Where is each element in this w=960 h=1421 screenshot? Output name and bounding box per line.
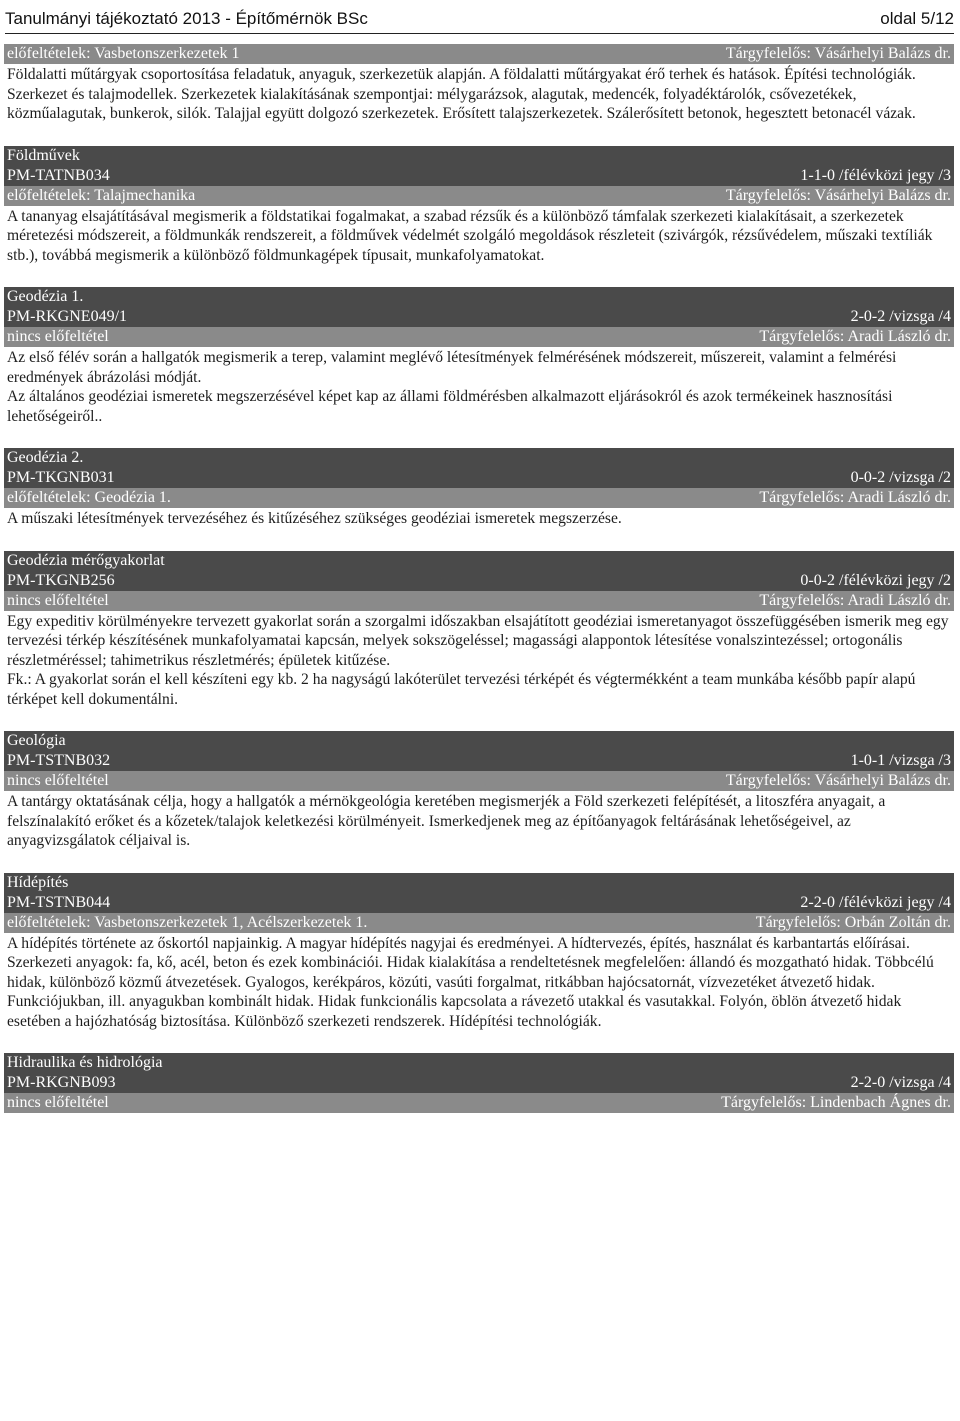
description-paragraph: Egy expeditiv körülményekre tervezett gyakorlat során a szorgalmi időszakban elsajátított geodéziai ismeretanyagot összefüggésében ismerik meg egy tervezési térkép készítésének munkafolyamatai kapcsán, melyek sokszögeléssel; magassági alappontok létesítése vonalszintezéssel; ortogonális részletméréssel; tahimetrikus részletmérés; épületek kitűzése. bbox=[7, 612, 949, 669]
course-title-bar bbox=[4, 448, 954, 468]
course-meta-bar bbox=[4, 44, 954, 64]
course-title: Hídépítés bbox=[7, 873, 69, 891]
course-responsible: Tárgyfelelős: Aradi László dr. bbox=[759, 489, 951, 506]
course-title-bar bbox=[4, 146, 954, 166]
document-title: Tanulmányi tájékoztató 2013 - Építőmérnök BSc bbox=[5, 9, 368, 28]
course-code-bar bbox=[4, 893, 954, 913]
course-geodezia-2 bbox=[4, 448, 954, 529]
course-list bbox=[4, 44, 954, 1113]
course-continued bbox=[4, 44, 954, 124]
course-geologia bbox=[4, 731, 954, 851]
course-code: PM-TSTNB032 bbox=[7, 752, 111, 769]
course-description bbox=[4, 64, 954, 124]
course-code: PM-TKGNB031 bbox=[7, 469, 115, 486]
course-code: PM-RKGNE049/1 bbox=[7, 308, 128, 325]
course-responsible: Tárgyfelelős: Aradi László dr. bbox=[759, 328, 951, 345]
course-hidraulika bbox=[4, 1053, 954, 1113]
course-responsible: Tárgyfelelős: Vásárhelyi Balázs dr. bbox=[725, 772, 951, 789]
description-paragraph: A tantárgy oktatásának célja, hogy a hallgatók a mérnökgeológia keretében megismerjék a Föld szerkezeti felépítését, a litoszféra anyagait, a felszínalakító erőket és a kőzetek/talajok keletkezési körülményeit. Ismerkedjenek meg az építőanyagok feltárásának lehetőségeivel, az anyagvizsgálatok céljaival is. bbox=[7, 793, 886, 849]
course-meta-bar bbox=[4, 591, 954, 611]
course-prereq: előfeltételek: Vasbetonszerkezetek 1 bbox=[7, 45, 240, 62]
description-paragraph: Az általános geodéziai ismeretek megszerzésével képet kap az állami földmérésben alkalmazott eljárásokról és azok termékeinek hasznosítási lehetőségeiről.. bbox=[7, 388, 893, 425]
course-code-bar bbox=[4, 1073, 954, 1093]
course-meta-bar bbox=[4, 913, 954, 933]
course-responsible: Tárgyfelelős: Orbán Zoltán dr. bbox=[755, 913, 951, 931]
description-paragraph: Földalatti műtárgyak csoportosítása feladatuk, anyaguk, szerkezetük alapján. A földalatti műtárgyakat érő terhek és hatások. Építési technológiák. Szerkezet és talajmodellek. Szerkezetek kialakításának szempontjai: mélygarázsok, alagutak, medencék, folyadéktárolók, csővezetékek, közműalagutak, bunkerok, silók. Talajjal együtt dolgozó szerkezetek. Erősített talajszerkezetek. Szálerősített betonok, hegesztett betonacél vázak. bbox=[7, 66, 916, 122]
course-title: Geodézia 2. bbox=[7, 449, 84, 466]
course-code-bar bbox=[4, 751, 954, 771]
course-credits: 1-1-0 /félévközi jegy /3 bbox=[800, 166, 951, 184]
course-credits: 2-2-0 /félévközi jegy /4 bbox=[800, 893, 951, 911]
course-description bbox=[4, 933, 954, 1032]
course-title: Geodézia 1. bbox=[7, 288, 84, 305]
course-description bbox=[4, 611, 954, 710]
course-meta-bar bbox=[4, 488, 954, 508]
description-paragraph: A tananyag elsajátításával megismerik a földstatikai fogalmakat, a szabad rézsűk és a különböző támfalak szerkezeti kialakításait, a szerkezetek méretezési módszereit, a földmunkák rendszereit, a földművek védelmét szolgáló megoldások részleteit (szivárgók, rézsűvédelem, műszaki textíliák stb.), továbbá megismerik a különböző földmunkagépek típusait, munkafolyamatokat. bbox=[7, 207, 933, 264]
course-title: Geológia bbox=[7, 732, 66, 749]
course-credits: 1-0-1 /vizsga /3 bbox=[850, 752, 951, 769]
description-paragraph: A műszaki létesítmények tervezéséhez és kitűzéséhez szükséges geodéziai ismeretek megszerzése. bbox=[7, 510, 622, 527]
course-prereq: előfeltételek: Talajmechanika bbox=[7, 186, 196, 204]
course-credits: 0-0-2 /félévközi jegy /2 bbox=[800, 571, 951, 589]
course-title: Földművek bbox=[7, 146, 80, 164]
description-paragraph: Fk.: A gyakorlat során el kell készíteni egy kb. 2 ha nagyságú lakóterület tervezési térképét és végtermékként a team munkába később papír alapú térképet kell dokumentálni. bbox=[7, 671, 916, 708]
course-title: Hidraulika és hidrológia bbox=[7, 1054, 163, 1071]
course-code-bar bbox=[4, 166, 954, 186]
course-responsible: Tárgyfelelős: Vásárhelyi Balázs dr. bbox=[725, 186, 951, 204]
course-title-bar bbox=[4, 1053, 954, 1073]
course-code: PM-TSTNB044 bbox=[7, 893, 111, 911]
course-description bbox=[4, 347, 954, 426]
course-hidepites bbox=[4, 873, 954, 1032]
course-meta-bar bbox=[4, 186, 954, 206]
course-code: PM-RKGNB093 bbox=[7, 1074, 116, 1091]
course-geodezia-merogyakorlat bbox=[4, 551, 954, 710]
course-title-bar bbox=[4, 873, 954, 893]
course-meta-bar bbox=[4, 771, 954, 791]
course-credits: 2-2-0 /vizsga /4 bbox=[850, 1074, 951, 1091]
course-code-bar bbox=[4, 307, 954, 327]
course-credits: 0-0-2 /vizsga /2 bbox=[850, 469, 951, 486]
course-meta-bar bbox=[4, 327, 954, 347]
page-header bbox=[5, 0, 954, 34]
course-meta-bar bbox=[4, 1093, 954, 1113]
course-code-bar bbox=[4, 571, 954, 591]
course-description bbox=[4, 206, 954, 266]
course-title: Geodézia mérőgyakorlat bbox=[7, 551, 165, 569]
course-description bbox=[4, 508, 954, 529]
course-foldmuvek bbox=[4, 146, 954, 266]
course-responsible: Tárgyfelelős: Aradi László dr. bbox=[759, 591, 951, 609]
course-code: PM-TATNB034 bbox=[7, 166, 110, 184]
course-code-bar bbox=[4, 468, 954, 488]
course-credits: 2-0-2 /vizsga /4 bbox=[850, 308, 951, 325]
course-prereq: nincs előfeltétel bbox=[7, 772, 109, 789]
description-paragraph: Az első félév során a hallgatók megismerik a terep, valamint meglévő létesítmények felmérésének módszereit, műszereit, valamint a felmérési eredmények ábrázolási módját. bbox=[7, 349, 897, 386]
course-title-bar bbox=[4, 287, 954, 307]
page-number: oldal 5/12 bbox=[880, 9, 954, 28]
course-description bbox=[4, 791, 954, 851]
course-responsible: Tárgyfelelős: Lindenbach Ágnes dr. bbox=[721, 1094, 951, 1111]
course-prereq: nincs előfeltétel bbox=[7, 591, 109, 609]
course-prereq: nincs előfeltétel bbox=[7, 328, 109, 345]
course-title-bar bbox=[4, 551, 954, 571]
course-prereq: előfeltételek: Geodézia 1. bbox=[7, 489, 171, 506]
description-paragraph: A hídépítés története az őskortól napjainkig. A magyar hídépítés nagyjai és eredményei. A hídtervezés, építés, használat és karbantartás előírásai. Szerkezeti anyagok: fa, kő, acél, beton és ezek kombinációi. Hidak kialakítása a rendeltetésnek megfelelően: állandó és mozgatható hidak. Többcélú hidak, különböző közmű átvezetések. Gyalogos, kerékpáros, közúti, vasúti forgalmat, ritkábban hajócsatornát, vízvezetéket átvezető hidak. Funkciójukban, ill. anyagukban kombinált hidak. Hidak funkcionális kapcsolata a rávezető utakkal és vasutakkal. Folyón, öblön átvezető hidak esetében a hajózhatóság biztosítása. Különböző szerkezeti rendszerek. Hídépítési technológiák. bbox=[7, 934, 934, 1030]
course-prereq: előfeltételek: Vasbetonszerkezetek 1, Acélszerkezetek 1. bbox=[7, 913, 368, 931]
course-code: PM-TKGNB256 bbox=[7, 571, 115, 589]
course-geodezia-1 bbox=[4, 287, 954, 426]
course-title-bar bbox=[4, 731, 954, 751]
course-responsible: Tárgyfelelős: Vásárhelyi Balázs dr. bbox=[725, 45, 951, 62]
course-prereq: nincs előfeltétel bbox=[7, 1094, 109, 1111]
